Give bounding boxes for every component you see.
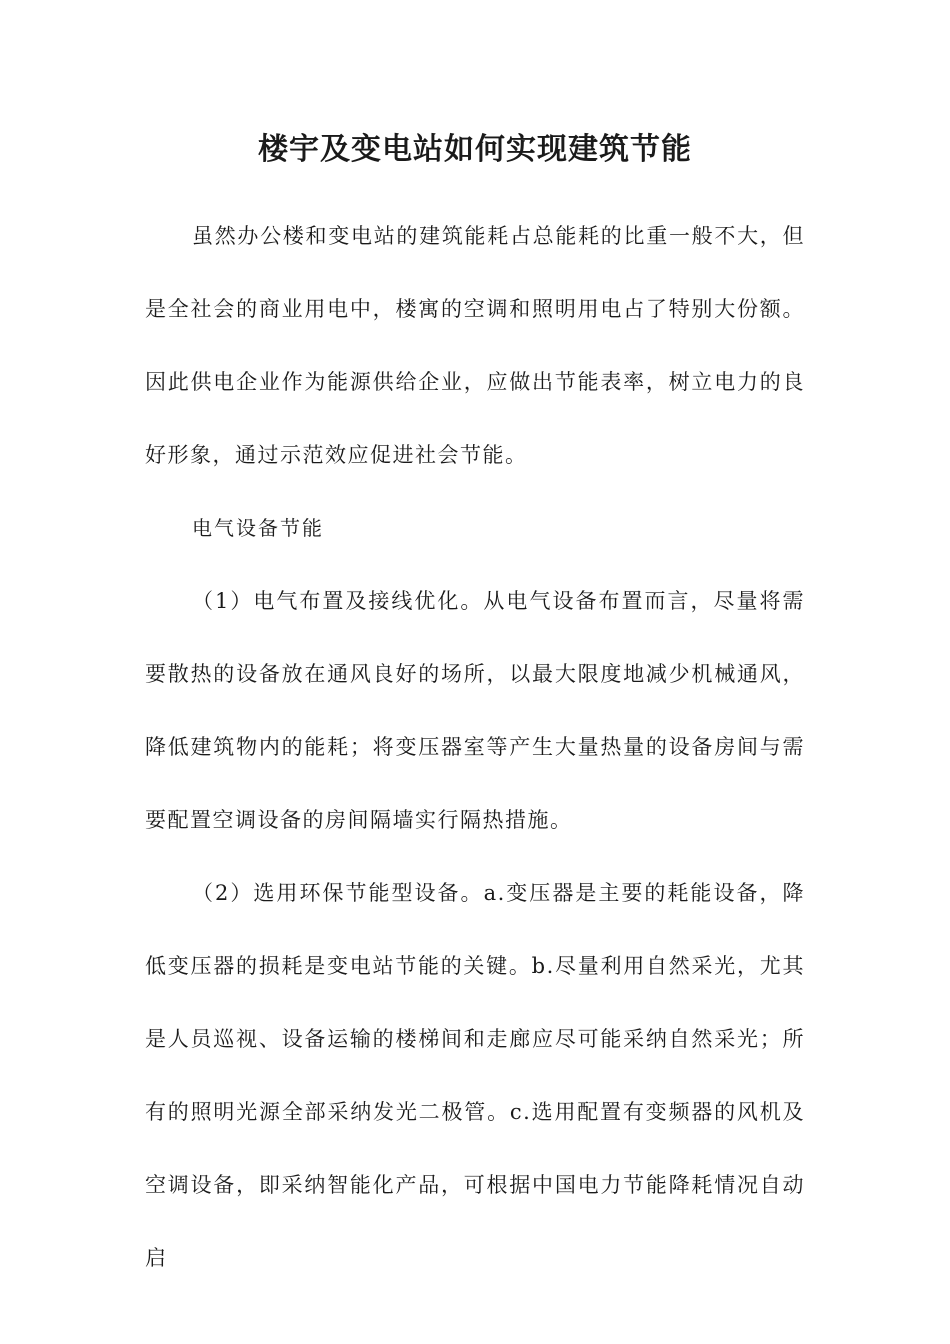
paragraph-energy-saving-equipment: （2）选用环保节能型设备。a.变压器是主要的耗能设备，降低变压器的损耗是变电站节能的关键。b.尽量利用自然采光，尤其是人员巡视、设备运输的楼梯间和走廊应尽可能采纳自然采光；所有的照明光源全部采纳发光二极管。c.选用配置有变频器的风机及空调设备，即采纳智能化产品，可根据中国电力节能降耗情况自动启 xyxy=(145,881,805,1270)
paragraph-layout-optimization: （1）电气布置及接线优化。从电气设备布置而言，尽量将需要散热的设备放在通风良好的场所，以最大限度地减少机械通风，降低建筑物内的能耗；将变压器室等产生大量热量的设备房间与需要配置空调设备的房间隔墙实行隔热措施。 xyxy=(145,589,805,832)
paragraph-intro: 虽然办公楼和变电站的建筑能耗占总能耗的比重一般不大，但是全社会的商业用电中，楼寓的空调和照明用电占了特别大份额。因此供电企业作为能源供给企业，应做出节能表率，树立电力的良好形象，通过示范效应促进社会节能。 xyxy=(145,224,805,467)
document-body xyxy=(145,200,805,1295)
document-title: 楼宇及变电站如何实现建筑节能 xyxy=(258,132,692,167)
section-heading-electrical: 电气设备节能 xyxy=(192,516,324,540)
